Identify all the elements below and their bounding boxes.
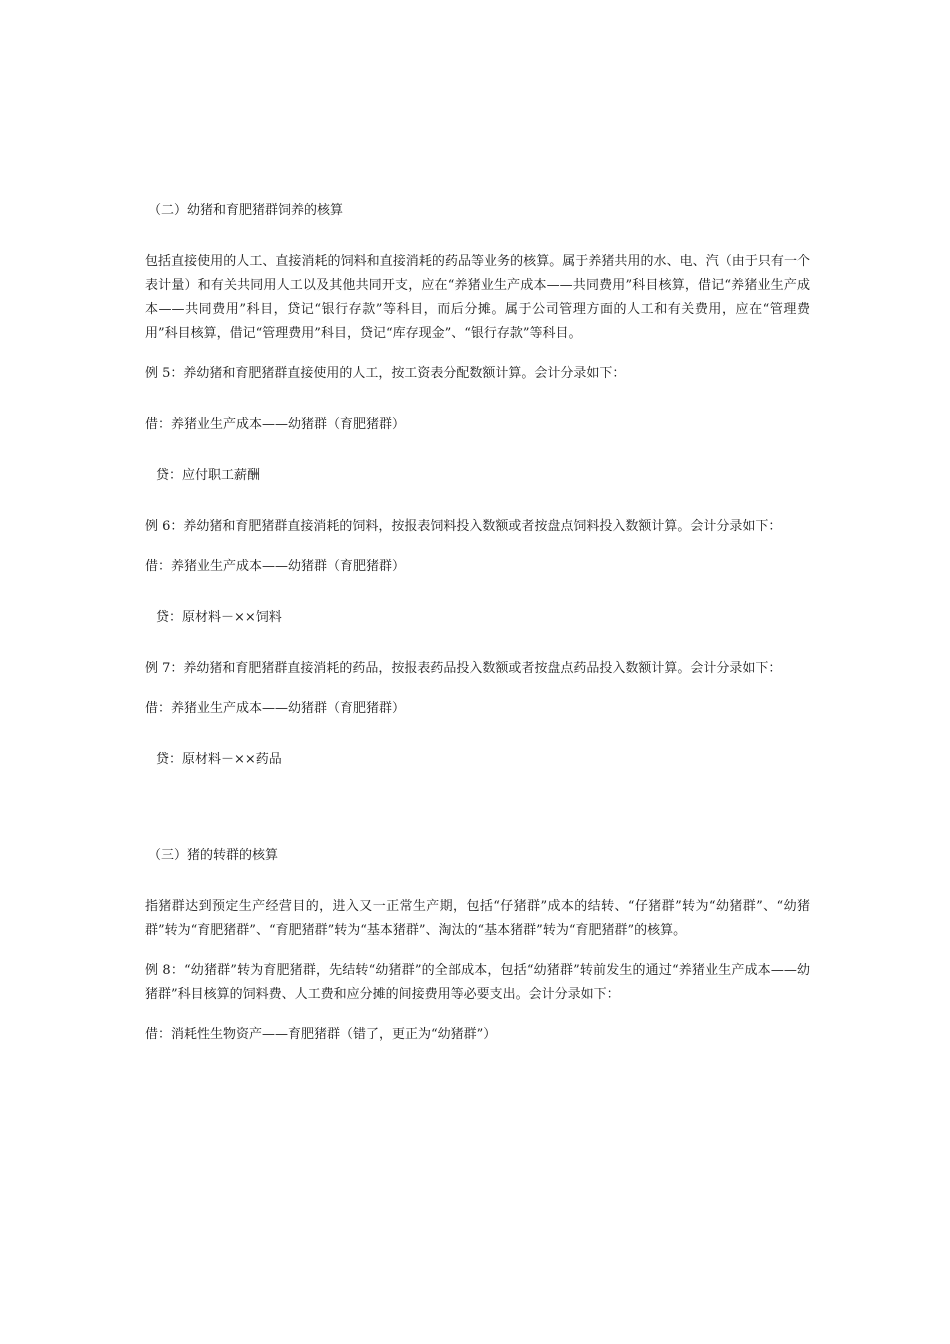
example-5-credit-entry: 贷：应付职工薪酬: [156, 468, 261, 483]
section-2-heading: （二）幼猪和育肥猪群饲养的核算: [148, 203, 344, 218]
example-5-debit-entry: 借：养猪业生产成本——幼猪群（育肥猪群）: [145, 417, 406, 432]
section-3-intro: 指猪群达到预定生产经营目的，进入又一正常生产期，包括“仔猪群”成本的结转、“仔猪群”转为“幼猪群”、“幼猪群”转为“育肥猪群”、“育肥猪群”转为“基本猪群”、淘汰的“基本猪群”转为“育肥猪群”的核算。: [145, 899, 810, 938]
example-8-debit-entry: 借：消耗性生物资产——育肥猪群（错了，更正为“幼猪群”）: [145, 1027, 497, 1042]
document-page: [145, 199, 810, 1047]
section-3-heading: （三）猪的转群的核算: [148, 848, 279, 863]
example-6-text: 例 6：养幼猪和育肥猪群直接消耗的饲料，按报表饲料投入数额或者按盘点饲料投入数额计算。会计分录如下：: [145, 519, 782, 534]
example-7-text: 例 7：养幼猪和育肥猪群直接消耗的药品，按报表药品投入数额或者按盘点药品投入数额计算。会计分录如下：: [145, 661, 782, 676]
example-6-credit-entry: 贷：原材料－××饲料: [156, 610, 282, 625]
example-5-text: 例 5：养幼猪和育肥猪群直接使用的人工，按工资表分配数额计算。会计分录如下：: [145, 366, 626, 381]
example-7-debit-entry: 借：养猪业生产成本——幼猪群（育肥猪群）: [145, 701, 406, 716]
example-6-debit-entry: 借：养猪业生产成本——幼猪群（育肥猪群）: [145, 559, 406, 574]
example-8-text: 例 8：“幼猪群”转为育肥猪群，先结转“幼猪群”的全部成本，包括“幼猪群”转前发生的通过“养猪业生产成本——幼猪群”科目核算的饲料费、人工费和应分摊的间接费用等必要支出。会计分录如下：: [145, 963, 810, 1002]
example-7-credit-entry: 贷：原材料－××药品: [156, 752, 282, 767]
section-2-intro: 包括直接使用的人工、直接消耗的饲料和直接消耗的药品等业务的核算。属于养猪共用的水、电、汽（由于只有一个表计量）和有关共同用人工以及其他共同开支，应在“养猪业生产成本——共同费用”科目核算，借记“养猪业生产成本——共同费用”科目，贷记“银行存款”等科目，而后分摊。属于公司管理方面的人工和有关费用，应在“管理费用”科目核算，借记“管理费用”科目，贷记“库存现金”、“银行存款”等科目。: [145, 254, 810, 341]
